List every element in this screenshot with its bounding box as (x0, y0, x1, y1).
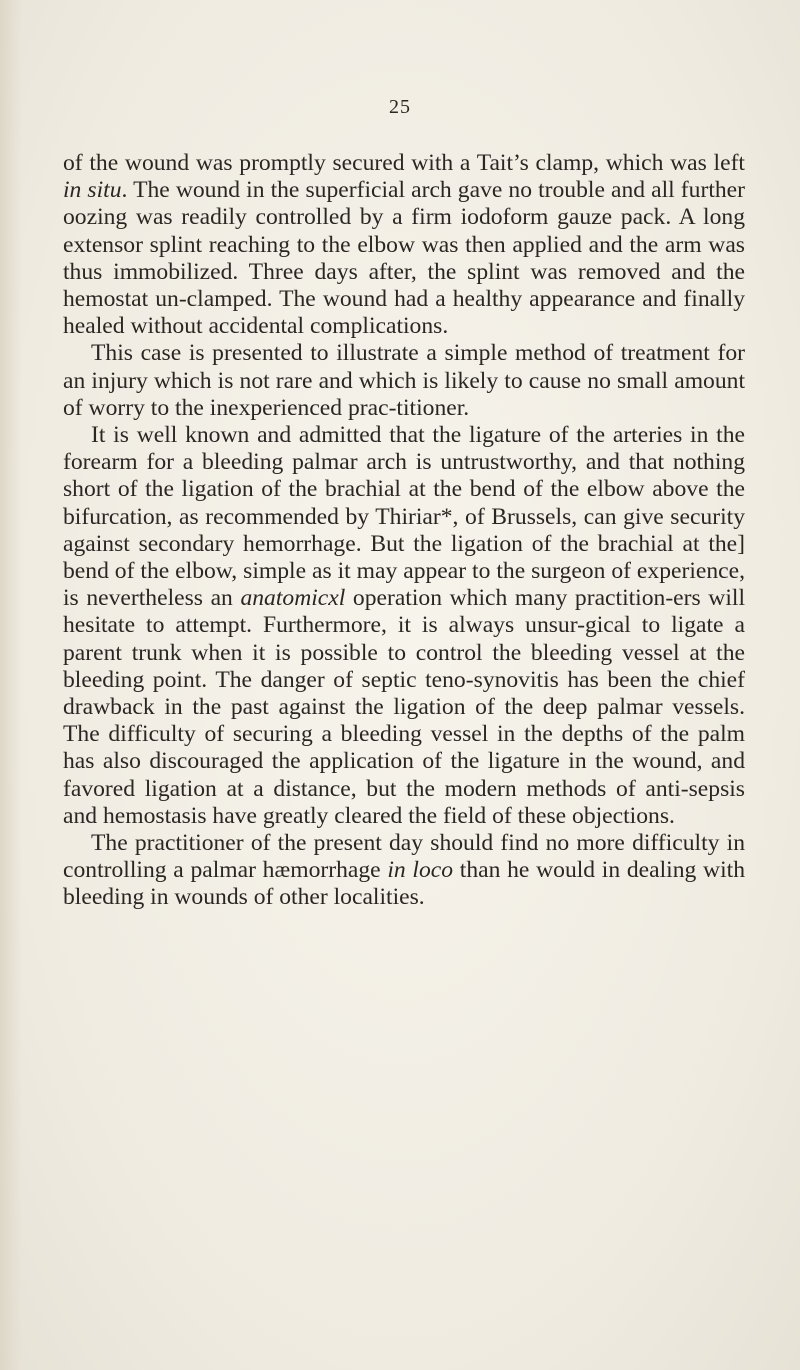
paragraph-1: of the wound was promptly secured with a Tait’s clamp, which was left in situ. The wound in the superficial arch gave no trouble and all further oozing was readily controlled by a firm iodoform gauze pack. A long extensor splint reaching to the elbow was then applied and the arm was thus immobilized. Three days after, the splint was removed and the hemostat un-clamped. The wound had a healthy appearance and finally healed without accidental complications. (63, 150, 746, 340)
paragraph-3: It is well known and admitted that the ligature of the arteries in the forearm for a bleeding palmar arch is untrustworthy, and that nothing short of the ligation of the brachial at the bend of the elbow above the bifurcation, as recommended by Thiriar*, of Brussels, can give security against secondary hemorrhage. But the ligation of the brachial at the] bend of the elbow, simple as it may appear to the surgeon of experience, is nevertheless an anatomicxl operation which many practition-ers will hesitate to attempt. Furthermore, it is always unsur-gical to ligate a parent trunk when it is possible to control the bleeding vessel at the bleeding point. The danger of septic teno-synovitis has been the chief drawback in the past against the ligation of the deep palmar vessels. The difficulty of securing a bleeding vessel in the depths of the palm has also discouraged the application of the ligature in the wound, and favored ligation at a distance, but the modern methods of anti-sepsis and hemostasis have greatly cleared the field of these objections. (63, 422, 746, 829)
paragraph-4: The practitioner of the present day should find no more difficulty in controlling a palmar hæmorrhage in loco than he would in dealing with bleeding in wounds of other localities. (63, 830, 745, 911)
page-number: 25 (389, 96, 411, 118)
paragraph-2: This case is presented to illustrate a simple method of treatment for an injury which is not rare and which is likely to cause no small amount of worry to the inexperienced prac-titioner. (63, 340, 745, 421)
body-text (63, 150, 745, 912)
page-edge-shadow (0, 0, 22, 1370)
